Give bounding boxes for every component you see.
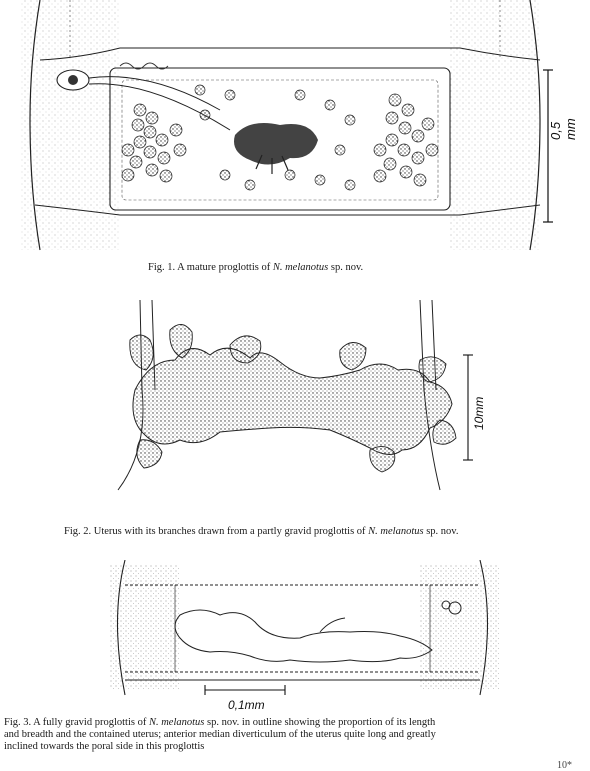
- figure-3-caption-line-3: inclined towards the poral side in this proglottis: [4, 741, 205, 752]
- figure-1-caption: Fig. 1. A mature proglottis of N. melanotus sp. nov.: [148, 262, 364, 273]
- figure-1-drawing: [0, 0, 590, 255]
- figure-2-scale-label: 10mm: [472, 396, 486, 430]
- figure-2-drawing: [0, 300, 590, 495]
- figure-3-caption-line-1: Fig. 3. A fully gravid proglottis of N. melanotus sp. nov. in outline showing the proportion of its length: [4, 717, 436, 728]
- figure-3-drawing: [0, 560, 590, 700]
- figure-3-caption-line-2: and breadth and the contained uterus; anterior median diverticulum of the uterus quite long and greatly: [4, 729, 436, 740]
- figure-1-scale-label: 0,5 mm: [548, 118, 578, 140]
- page-number: 10*: [557, 760, 572, 771]
- figure-2-caption: Fig. 2. Uterus with its branches drawn from a partly gravid proglottis of N. melanotus sp. nov.: [64, 526, 459, 537]
- figure-3-scale-label: 0,1mm: [228, 698, 265, 712]
